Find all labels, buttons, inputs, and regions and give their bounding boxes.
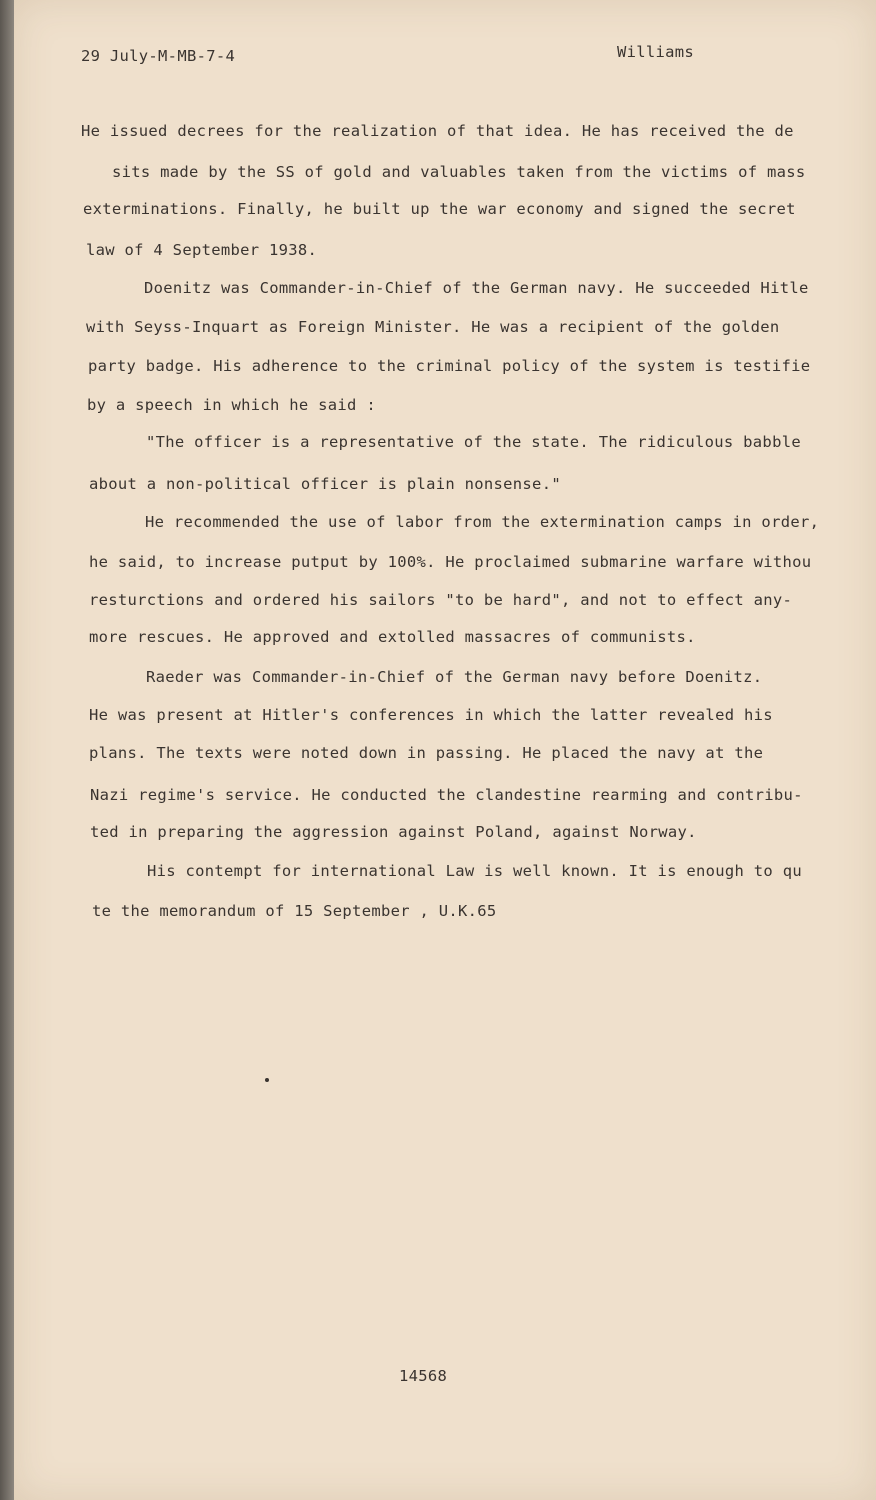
text-line: with Seyss-Inquart as Foreign Minister. He was a recipient of the golden — [86, 318, 780, 336]
text-line: Nazi regime's service. He conducted the clandestine rearming and contribu- — [90, 786, 803, 804]
text-line: ted in preparing the aggression against Poland, against Norway. — [90, 823, 697, 841]
text-line: Doenitz was Commander-in-Chief of the German navy. He succeeded Hitle — [144, 279, 809, 297]
text-line: His contempt for international Law is well known. It is enough to qu — [147, 862, 802, 880]
quote-line: about a non-political officer is plain nonsense." — [89, 475, 561, 493]
text-line: He recommended the use of labor from the extermination camps in order, — [145, 513, 820, 531]
quote-line: "The officer is a representative of the state. The ridiculous babble — [146, 433, 801, 451]
page-edge — [0, 0, 14, 1500]
text-line: by a speech in which he said : — [87, 396, 376, 414]
text-line: te the memorandum of 15 September , U.K.65 — [92, 902, 497, 920]
text-line: exterminations. Finally, he built up the war economy and signed the secret — [83, 200, 796, 218]
text-line: plans. The texts were noted down in passing. He placed the navy at the — [89, 744, 764, 762]
speaker-name: Williams — [617, 43, 695, 61]
document-reference: 29 July-M-MB-7-4 — [81, 47, 236, 65]
page-number: 14568 — [399, 1367, 448, 1385]
text-line: more rescues. He approved and extolled massacres of communists. — [89, 628, 696, 646]
ink-mark — [265, 1078, 269, 1082]
text-line: sits made by the SS of gold and valuables taken from the victims of mass — [112, 163, 806, 181]
text-line: Raeder was Commander-in-Chief of the German navy before Doenitz. — [146, 668, 763, 686]
text-line: law of 4 September 1938. — [86, 241, 318, 259]
text-line: He was present at Hitler's conferences in which the latter revealed his — [89, 706, 773, 724]
text-line: He issued decrees for the realization of that idea. He has received the de — [81, 122, 794, 140]
text-line: he said, to increase putput by 100%. He proclaimed submarine warfare withou — [89, 553, 812, 571]
text-line: party badge. His adherence to the criminal policy of the system is testifie — [88, 357, 811, 375]
text-line: resturctions and ordered his sailors "to be hard", and not to effect any- — [89, 591, 793, 609]
